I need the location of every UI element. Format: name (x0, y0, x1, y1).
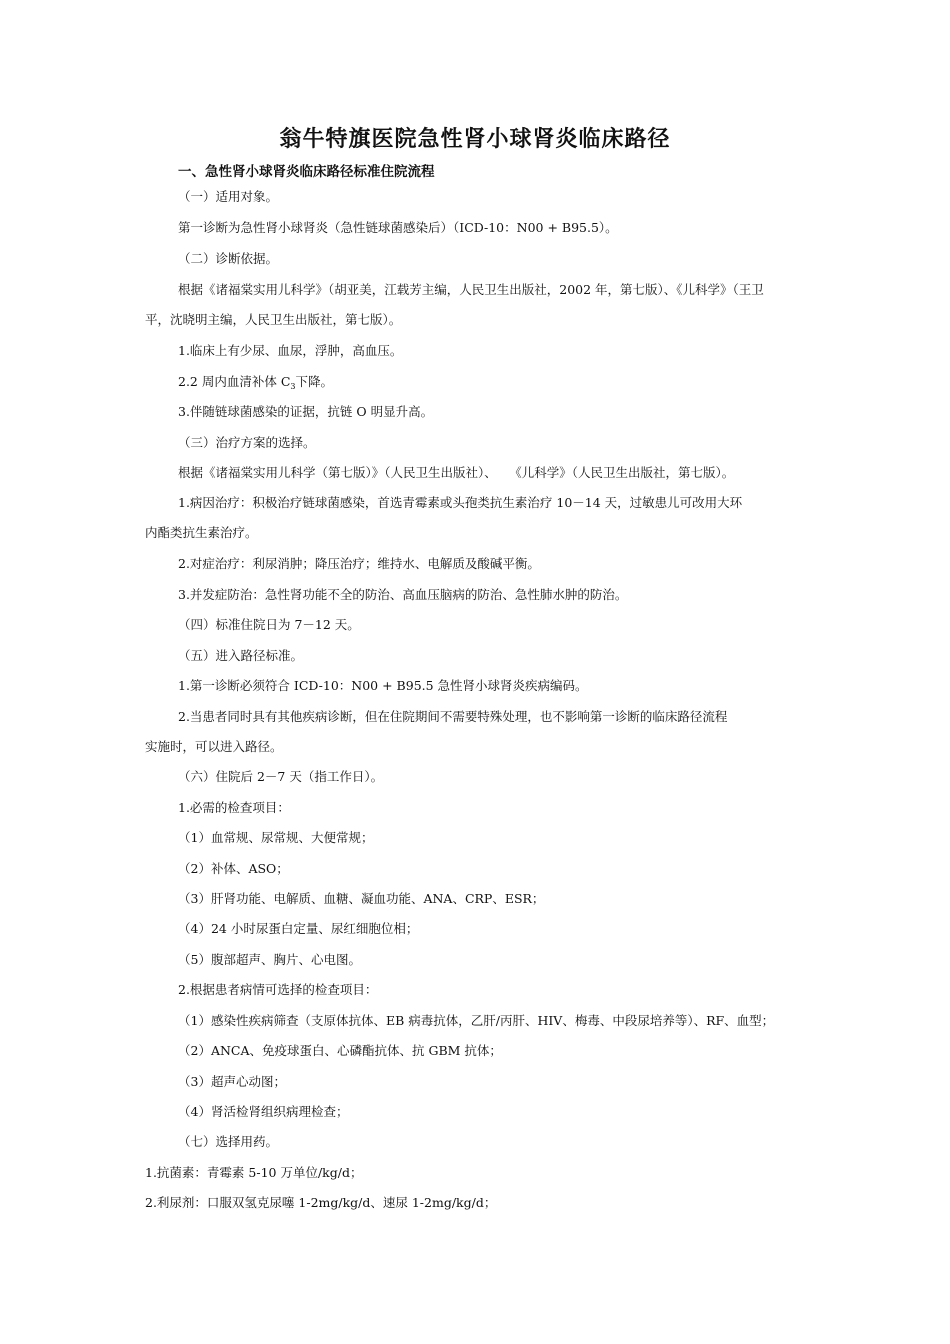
paragraph: 1.必需的检查项目： (178, 800, 290, 815)
paragraph: （五）进入路径标准。 (178, 648, 304, 663)
list-item: （2）补体、ASO； (178, 861, 289, 876)
list-item: （5）腹部超声、胸片、心电图。 (178, 952, 361, 967)
paragraph: 1.临床上有少尿、血尿，浮肿，高血压。 (178, 343, 403, 358)
paragraph: 2.当患者同时具有其他疾病诊断，但在住院期间不需要特殊处理，也不影响第一诊断的临床路径流程 (178, 709, 728, 724)
paragraph: （三）治疗方案的选择。 (178, 435, 316, 450)
paragraph: （一）适用对象。 (178, 189, 279, 204)
paragraph: （六）住院后 2－7 天（指工作日）。 (178, 769, 384, 784)
subscript: 3 (290, 382, 296, 391)
list-item: （2）ANCA、免疫球蛋白、心磷酯抗体、抗 GBM 抗体； (178, 1043, 502, 1058)
paragraph: 根据《诸福棠实用儿科学》（胡亚美，江载芳主编，人民卫生出版社，2002 年，第七版）、《儿科学》（王卫 (178, 282, 764, 297)
text: 2.2 周内血清补体 C (178, 374, 291, 389)
list-item: （4）24 小时尿蛋白定量、尿红细胞位相； (178, 921, 419, 936)
list-item: （3）超声心动图； (178, 1074, 286, 1089)
paragraph: 平，沈晓明主编，人民卫生出版社，第七版）。 (145, 312, 402, 327)
paragraph: （七）选择用药。 (178, 1134, 279, 1149)
paragraph: 内酯类抗生素治疗。 (145, 525, 258, 540)
paragraph: 3.伴随链球菌感染的证据，抗链 O 明显升高。 (178, 404, 434, 419)
paragraph: 根据《诸福棠实用儿科学（第七版）》（人民卫生出版社）、 《儿科学》（人民卫生出版社，第七版）。 (178, 465, 735, 480)
section-heading: 一、急性肾小球肾炎临床路径标准住院流程 (178, 164, 435, 180)
paragraph: 3.并发症防治：急性肾功能不全的防治、高血压脑病的防治、急性肺水肿的防治。 (178, 587, 628, 602)
text: 下降。 (295, 374, 333, 389)
paragraph: （二）诊断依据。 (178, 251, 279, 266)
paragraph: 第一诊断为急性肾小球肾炎（急性链球菌感染后）（ICD-10：N00 + B95.5）。 (178, 220, 618, 235)
paragraph: 2.根据患者病情可选择的检查项目： (178, 982, 378, 997)
paragraph: 1.抗菌素：青霉素 5-10 万单位/kg/d； (145, 1165, 363, 1180)
paragraph: 1.病因治疗：积极治疗链球菌感染，首选青霉素或头孢类抗生素治疗 10－14 天，过敏患儿可改用大环 (178, 495, 743, 510)
list-item: （1）感染性疾病筛查（支原体抗体、EB 病毒抗体，乙肝/丙肝、HIV、梅毒、中段尿培养等）、RF、血型； (178, 1013, 775, 1028)
paragraph: 1.第一诊断必须符合 ICD-10：N00 + B95.5 急性肾小球肾炎疾病编码。 (178, 678, 588, 693)
list-item: （1）血常规、尿常规、大便常规； (178, 830, 374, 845)
paragraph: 2.对症治疗：利尿消肿；降压治疗；维持水、电解质及酸碱平衡。 (178, 556, 540, 571)
paragraph: 实施时，可以进入路径。 (145, 739, 283, 754)
paragraph: （四）标准住院日为 7－12 天。 (178, 617, 360, 632)
list-item: （4）肾活检肾组织病理检查； (178, 1104, 349, 1119)
document-title: 翁牛特旗医院急性肾小球肾炎临床路径 (279, 127, 671, 152)
paragraph: 2.利尿剂：口服双氢克尿噻 1-2mg/kg/d、速尿 1-2mg/kg/d； (145, 1195, 497, 1210)
paragraph (178, 373, 333, 396)
list-item: （3）肝肾功能、电解质、血糖、凝血功能、ANA、CRP、ESR； (178, 891, 545, 906)
